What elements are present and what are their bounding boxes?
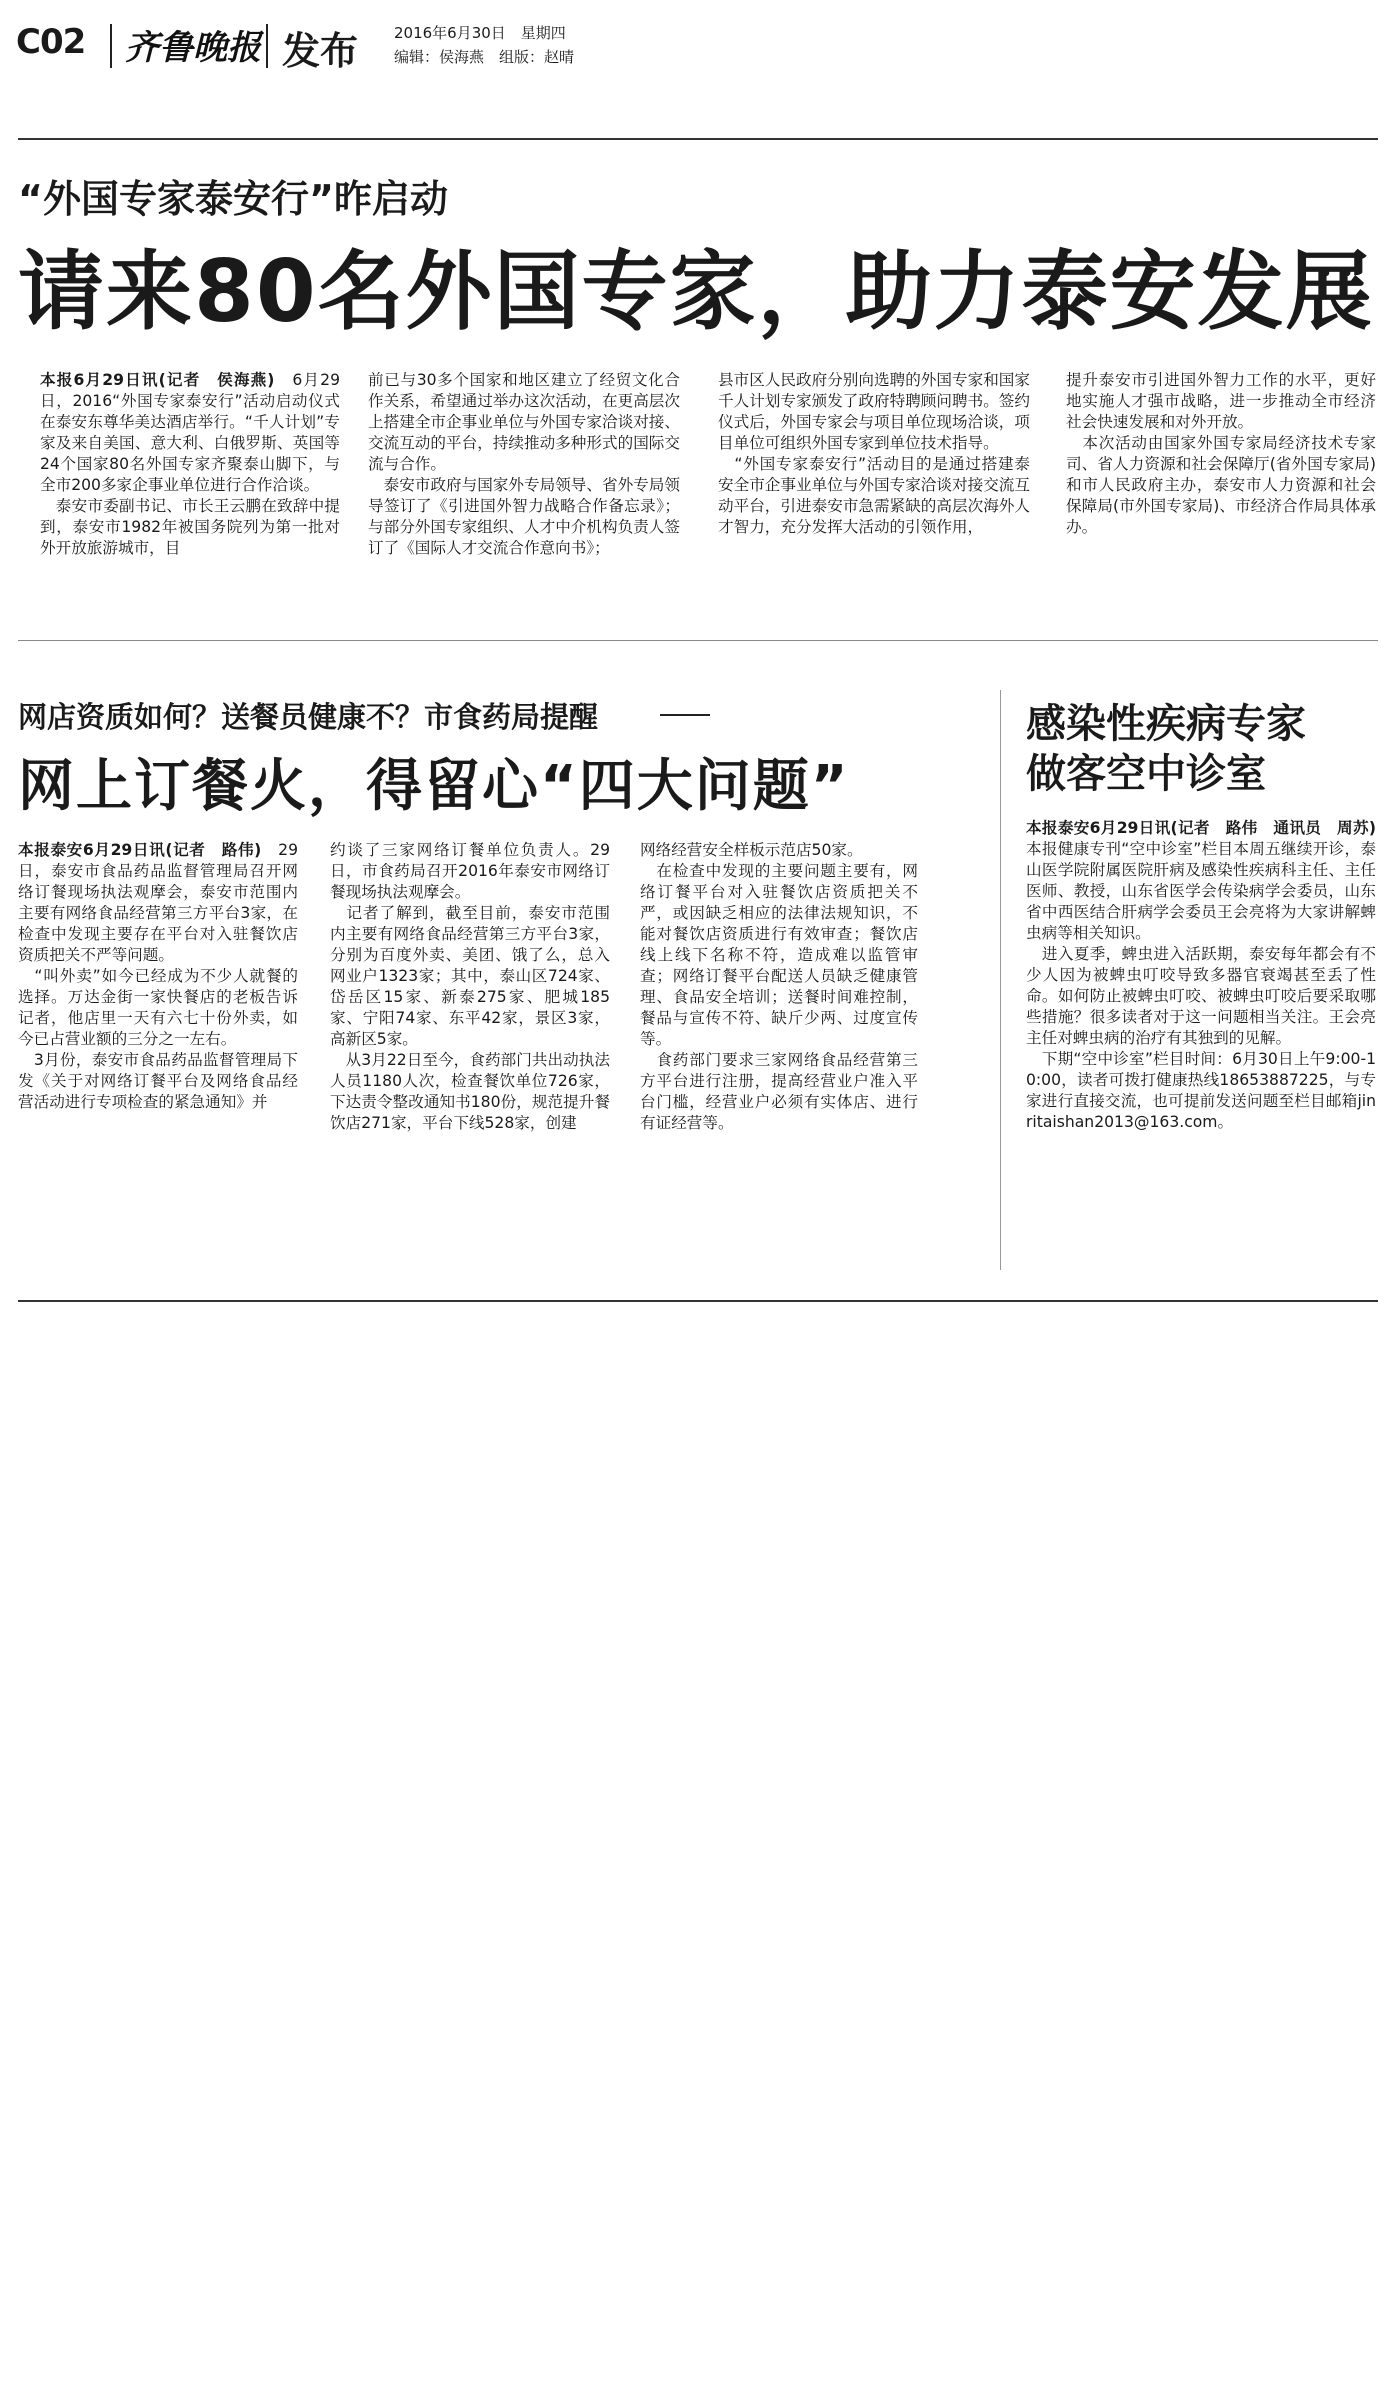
article2-headline: 网上订餐火，得留心“四大问题” bbox=[18, 754, 850, 819]
article2-column-2 bbox=[330, 840, 610, 1134]
page-number: C02 bbox=[16, 22, 86, 62]
article2-text: 网络经营安全样板示范店50家。 在检查中发现的主要问题主要有，网络订餐平台对入驻餐饮店资质把关不严，或因缺乏相应的法律法规知识，不能对餐饮店资质进行有效审查；餐饮店线上线下名称不符，造成难以监管审查；网络订餐平台配送人员缺乏健康管理、食品安全培训；送餐时间难控制，餐品与宣传不符、缺斤少两、过度宣传等。 食药部门要求三家网络食品经营第三方平台进行注册，提高经营业户准入平台门槛，经营业户必须有实体店、进行有证经营等。 bbox=[640, 841, 918, 1132]
article1-column-4 bbox=[1066, 370, 1376, 538]
article1-text: 县市区人民政府分别向选聘的外国专家和国家千人计划专家颁发了政府特聘顾问聘书。签约仪式后，外国专家会与项目单位现场洽谈，项目单位可组织外国专家到单位技术指导。 “外国专家泰安行”活动目的是通过搭建泰安全市企事业单位与外国专家洽谈对接交流互动平台，引进泰安市急需紧缺的高层次海外人才智力，充分发挥大活动的引领作用， bbox=[718, 371, 1030, 536]
article3-text: 本报健康专刊“空中诊室”栏目本周五继续开诊，泰山医学院附属医院肝病及感染性疾病科主任、主任医师、教授，山东省医学会传染病学会委员，山东省中西医结合肝病学会委员王会亮将为大家讲解蜱虫病等相关知识。 进入夏季，蜱虫进入活跃期，泰安每年都会有不少人因为被蜱虫叮咬导致多器官衰竭甚至丢了性命。如何防止被蜱虫叮咬、被蜱虫叮咬后要采取哪些措施？很多读者对于这一问题相当关注。王会亮主任对蜱虫病的治疗有其独到的见解。 下期“空中诊室”栏目时间：6月30日上午9:00-10:00，读者可拨打健康热线18653887225，与专家进行直接交流，也可提前发送问题至栏目邮箱jinritaishan2013@163.com。 bbox=[1026, 840, 1376, 1131]
article1-headline: 请来80名外国专家，助力泰安发展 bbox=[18, 242, 1374, 342]
issue-date: 2016年6月30日 星期四 bbox=[394, 24, 566, 42]
header-divider bbox=[266, 24, 268, 68]
article2-kicker: 网店资质如何？送餐员健康不？市食药局提醒 bbox=[18, 700, 599, 734]
article3-headline-line1: 感染性疾病专家 bbox=[1026, 701, 1306, 747]
kicker-rule bbox=[660, 714, 710, 716]
header-divider bbox=[110, 24, 112, 68]
article2-byline: 本报泰安6月29日讯(记者 路伟) bbox=[18, 841, 262, 859]
article3-column bbox=[1026, 818, 1376, 1133]
article1-column-1 bbox=[40, 370, 340, 559]
section-title: 发布 bbox=[282, 29, 359, 73]
article3-byline: 本报泰安6月29日讯(记者 路伟 通讯员 周苏) bbox=[1026, 819, 1376, 837]
article1-column-2 bbox=[368, 370, 680, 559]
header-rule bbox=[18, 138, 1378, 140]
article1-text: 提升泰安市引进国外智力工作的水平，更好地实施人才强市战略，进一步推动全市经济社会快速发展和对外开放。 本次活动由国家外国专家局经济技术专家司、省人力资源和社会保障厅(省外国专家局)和市人民政府主办，泰安市人力资源和社会保障局(市外国专家局)、市经济合作局具体承办。 bbox=[1066, 371, 1376, 536]
article2-column-1 bbox=[18, 840, 298, 1113]
article2-text: 29日，泰安市食品药品监督管理局召开网络订餐现场执法观摩会，泰安市范围内主要有网络食品经营第三方平台3家，在检查中发现主要存在平台对入驻餐饮店资质把关不严等问题。 “叫外卖”如今已经成为不少人就餐的选择。万达金街一家快餐店的老板告诉记者，他店里一天有六七十份外卖，如今已占营业额的三分之一左右。 3月份，泰安市食品药品监督管理局下发《关于对网络订餐平台及网络食品经营活动进行专项检查的紧急通知》并 bbox=[18, 841, 298, 1111]
article2-text: 约谈了三家网络订餐单位负责人。29日，市食药局召开2016年泰安市网络订餐现场执法观摩会。 记者了解到，截至目前，泰安市范围内主要有网络食品经营第三方平台3家，分别为百度外卖、美团、饿了么，总入网业户1323家；其中，泰山区724家、岱岳区15家、新泰275家、肥城185家、宁阳74家、东平42家，景区3家，高新区5家。 从3月22日至今，食药部门共出动执法人员1180人次，检查餐饮单位726家，下达责令整改通知书180份，规范提升餐饮店271家，平台下线528家，创建 bbox=[330, 841, 610, 1132]
footer-rule bbox=[18, 1300, 1378, 1302]
article1-text: 6月29日，2016“外国专家泰安行”活动启动仪式在泰安东尊华美达酒店举行。“千人计划”专家及来自美国、意大利、白俄罗斯、英国等24个国家80名外国专家齐聚泰山脚下，与全市200多家企事业单位进行合作洽谈。 泰安市委副书记、市长王云鹏在致辞中提到，泰安市1982年被国务院列为第一批对外开放旅游城市，目 bbox=[40, 371, 341, 557]
paper-logo: 齐鲁晚报 bbox=[125, 28, 261, 68]
column-divider bbox=[1000, 690, 1001, 1270]
article1-column-3 bbox=[718, 370, 1030, 538]
editor-credits: 编辑：侯海燕 组版：赵晴 bbox=[394, 48, 575, 66]
article1-text: 前已与30多个国家和地区建立了经贸文化合作关系，希望通过举办这次活动，在更高层次上搭建全市企事业单位与外国专家洽谈对接、交流互动的平台，持续推动多种形式的国际交流与合作。 泰安市政府与国家外专局领导、省外专局领导签订了《引进国外智力战略合作备忘录》；与部分外国专家组织、人才中介机构负责人签订了《国际人才交流合作意向书》； bbox=[368, 371, 680, 557]
article1-byline: 本报6月29日讯(记者 侯海燕) bbox=[40, 371, 275, 389]
article2-column-3 bbox=[640, 840, 918, 1134]
article1-kicker: “外国专家泰安行”昨启动 bbox=[18, 177, 448, 221]
article3-headline-line2: 做客空中诊室 bbox=[1026, 751, 1266, 797]
article-divider bbox=[18, 640, 1378, 641]
